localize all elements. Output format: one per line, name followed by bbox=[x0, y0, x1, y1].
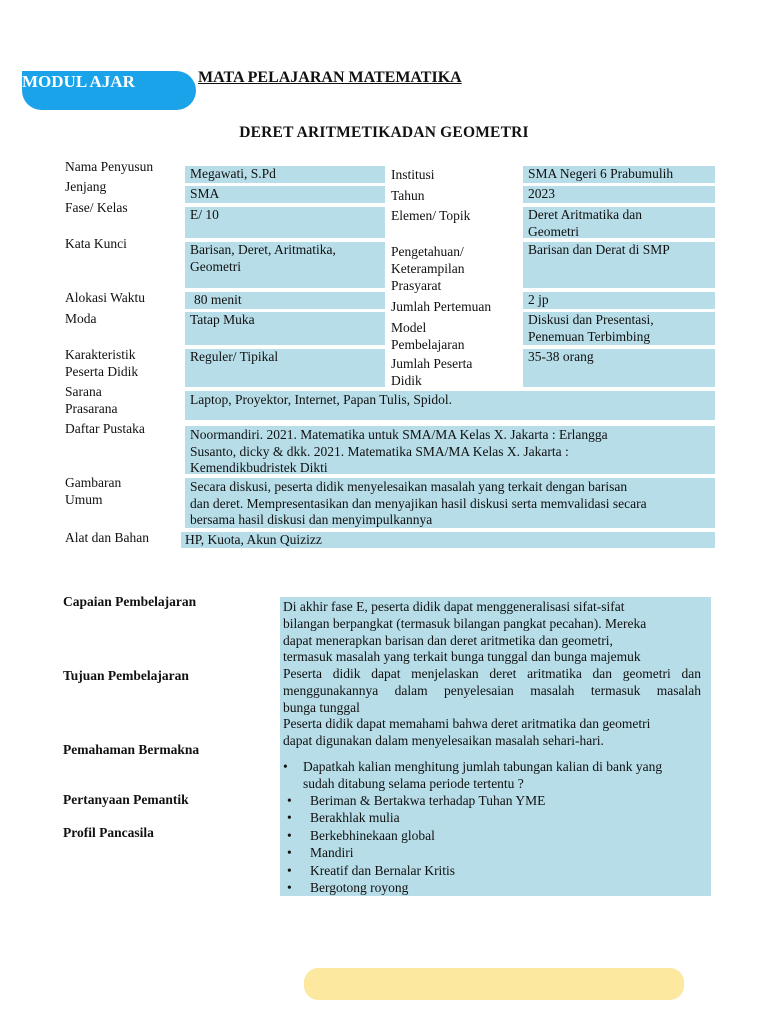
value-jumlah-pertemuan: 2 jp bbox=[523, 292, 715, 309]
bullet-icon: • bbox=[287, 793, 292, 808]
label-gambaran: Gambaran Umum bbox=[65, 475, 122, 507]
label-profil: Profil Pancasila bbox=[63, 825, 154, 840]
bullet-icon: • bbox=[287, 880, 292, 896]
value-sarana: Laptop, Proyektor, Internet, Papan Tulis, Spidol. bbox=[185, 391, 715, 420]
value-kata-kunci: Barisan, Deret, Aritmatika, Geometri bbox=[185, 242, 385, 288]
bullet-icon: • bbox=[283, 759, 288, 774]
value-model: Diskusi dan Presentasi, Penemuan Terbimbing bbox=[523, 312, 715, 345]
value-gambaran: Secara diskusi, peserta didik menyelesaikan masalah yang terkait dengan barisan dan deret. Mempresentasikan dan menyajikan hasil diskusi serta memvalidasi secara bersama hasil diskusi dan menyimpulkannya bbox=[185, 478, 715, 528]
value-pustaka: Noormandiri. 2021. Matematika untuk SMA/MA Kelas X. Jakarta : Erlangga Susanto, dicky & dkk. 2021. Matematika SMA/MA Kelas X. Jakarta : Kemendikbudristek Dikti bbox=[185, 426, 715, 474]
label-alokasi: Alokasi Waktu bbox=[65, 290, 146, 305]
value-nama-penyusun: Megawati, S.Pd bbox=[185, 166, 385, 183]
value-jumlah-peserta: 35-38 orang bbox=[523, 349, 715, 387]
bullet-icon: • bbox=[287, 810, 292, 826]
value-elemen: Deret Aritmatika dan Geometri bbox=[523, 207, 715, 238]
subject-title: MATA PELAJARAN MATEMATIKA bbox=[198, 69, 462, 86]
document-title: DERET ARITMETIKADAN GEOMETRI bbox=[239, 124, 529, 141]
list-item: • Berkebhinekaan global bbox=[287, 827, 435, 843]
pertanyaan-text: Dapatkah kalian menghitung jumlah tabungan kalian di bank yang sudah ditabung selama periode tertentu ? bbox=[303, 759, 663, 792]
label-tujuan: Tujuan Pembelajaran bbox=[63, 668, 189, 683]
list-item: • Kreatif dan Bernalar Kritis bbox=[287, 862, 456, 878]
label-karakteristik: Karakteristik Peserta Didik bbox=[65, 347, 139, 379]
list-item: • Mandiri bbox=[287, 845, 354, 861]
label-pertanyaan: Pertanyaan Pemantik bbox=[63, 792, 189, 807]
footer-bar bbox=[304, 968, 684, 1000]
list-item: • Berakhlak mulia bbox=[287, 810, 400, 826]
label-model: Model Pembelajaran bbox=[391, 320, 465, 352]
label-pemahaman: Pemahaman Bermakna bbox=[63, 742, 200, 757]
value-tahun: 2023 bbox=[523, 186, 715, 203]
label-pustaka: Daftar Pustaka bbox=[65, 421, 145, 436]
bullet-icon: • bbox=[287, 862, 292, 878]
module-label: MODUL AJAR bbox=[22, 72, 135, 91]
value-moda: Tatap Muka bbox=[185, 312, 385, 345]
label-jumlah-pertemuan: Jumlah Pertemuan bbox=[391, 299, 492, 314]
label-elemen: Elemen/ Topik bbox=[391, 208, 471, 223]
list-item: • Beriman & Bertakwa terhadap Tuhan YME bbox=[287, 793, 546, 808]
profil-list bbox=[287, 792, 707, 896]
value-prasyarat: Barisan dan Derat di SMP bbox=[523, 242, 715, 288]
bullet-icon: • bbox=[287, 827, 292, 843]
label-jenjang: Jenjang bbox=[65, 179, 107, 194]
label-tahun: Tahun bbox=[391, 188, 425, 203]
label-institusi: Institusi bbox=[391, 167, 435, 182]
label-nama-penyusun: Nama Penyusun bbox=[65, 159, 154, 174]
bullet-icon: • bbox=[287, 845, 292, 861]
list-item: • Bergotong royong bbox=[287, 880, 409, 896]
capaian-text: Di akhir fase E, peserta didik dapat menggeneralisasi sifat-sifat bilangan berpangkat (termasuk bilangan pangkat pecahan). Mereka dapat menerapkan barisan dan deret aritmetika dan geometri, termasuk masalah yang terkait bunga tunggal dan bunga majemuk bbox=[283, 599, 647, 665]
tujuan-text: Peserta didik dapat menjelaskan deret aritmatika dan geometri dan menggunakannya dalam penyelesaian masalah termasuk masalah bunga tunggal bbox=[283, 666, 701, 715]
value-karakteristik: Reguler/ Tipikal bbox=[185, 349, 385, 387]
label-fase: Fase/ Kelas bbox=[65, 200, 128, 215]
label-kata-kunci: Kata Kunci bbox=[65, 236, 127, 251]
value-alokasi: 80 menit bbox=[185, 292, 385, 309]
label-sarana: Sarana Prasarana bbox=[65, 384, 118, 416]
value-fase: E/ 10 bbox=[185, 207, 385, 238]
label-alat: Alat dan Bahan bbox=[65, 530, 149, 545]
pemahaman-text: Peserta didik dapat memahami bahwa deret aritmatika dan geometri dapat digunakan dalam menyelesaikan masalah sehari-hari. bbox=[283, 716, 651, 748]
label-prasyarat: Pengetahuan/ Keterampilan Prasyarat bbox=[391, 244, 465, 293]
label-jumlah-peserta: Jumlah Peserta Didik bbox=[391, 356, 473, 388]
value-jenjang: SMA bbox=[185, 186, 385, 203]
value-alat: HP, Kuota, Akun Quizizz bbox=[181, 532, 715, 548]
label-moda: Moda bbox=[65, 311, 97, 326]
value-institusi: SMA Negeri 6 Prabumulih bbox=[523, 166, 715, 183]
label-capaian: Capaian Pembelajaran bbox=[63, 594, 197, 609]
